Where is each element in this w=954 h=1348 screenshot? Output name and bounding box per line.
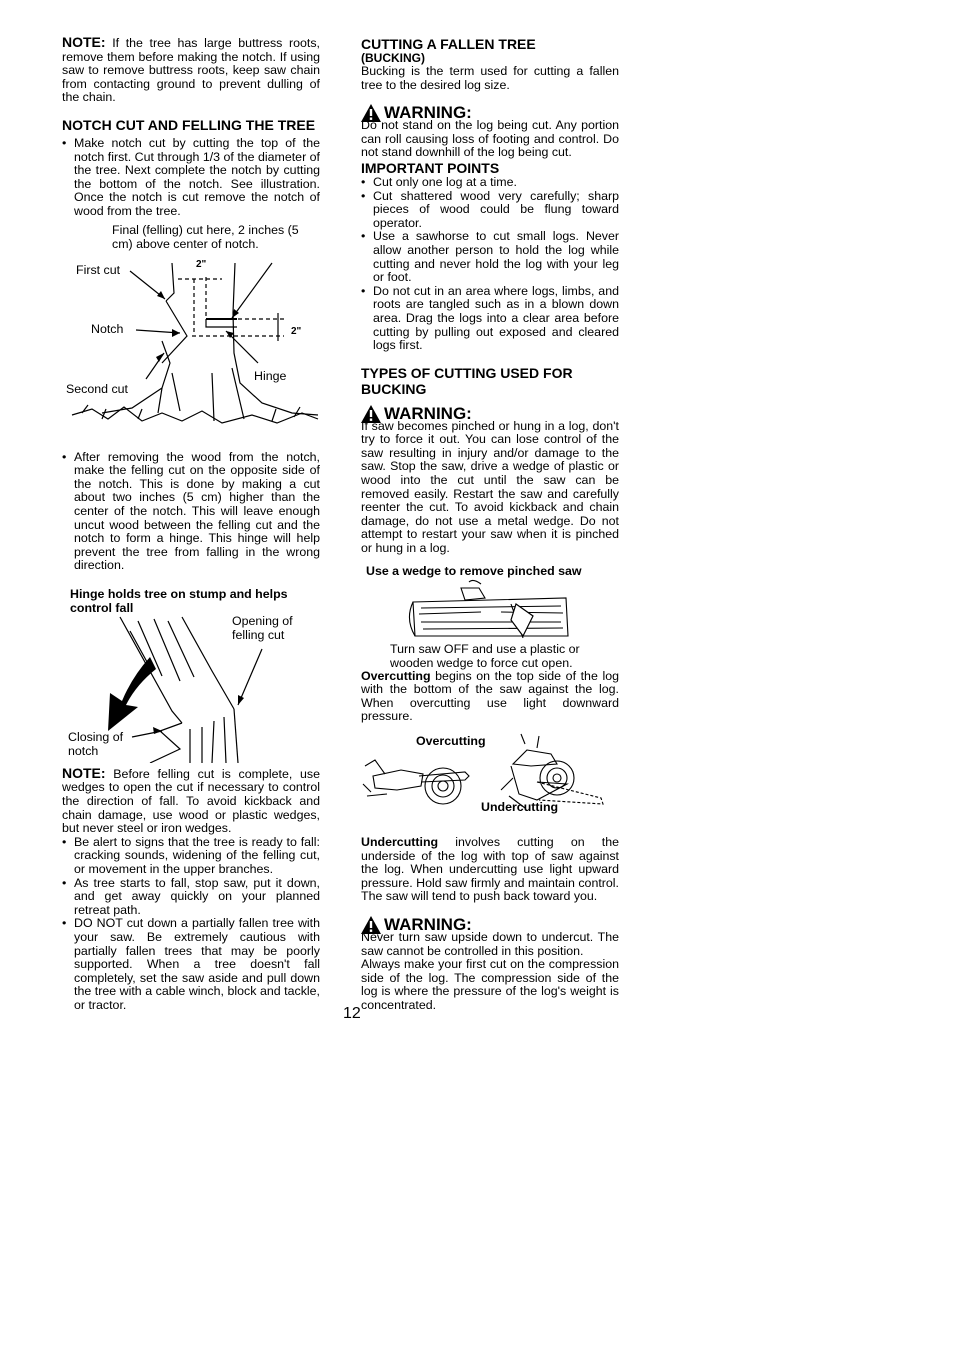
cutting-methods-illustration: [361, 730, 619, 834]
note-label: NOTE:: [62, 34, 106, 50]
warning-label: WARNING:: [384, 915, 472, 935]
second-cut-label: Second cut: [66, 381, 128, 396]
compression-side-text: Always make your first cut on the compression side of the log. The compression side of the log is where the pressure of the log's weight is concentrated.: [361, 957, 619, 1012]
note-buttress-roots: [62, 36, 320, 105]
warning-text-1: Do not stand on the log being cut. Any portion can roll causing loss of footing and control. Do not stand downhill of the log being cut.: [361, 118, 619, 160]
note2-text: Before felling cut is complete, use wedges to open the cut if necessary to control the direction of fall. To avoid kickback and chain damage, use wood or plastic wedges, but never steel or iron wedges.: [62, 766, 320, 836]
list-item: • Use a sawhorse to cut small logs. Never allow another person to hold the log while cutting and never hold the log with your leg or foot.: [361, 230, 619, 284]
overcutting-term: Overcutting: [361, 668, 431, 683]
note2-label: NOTE:: [62, 764, 106, 781]
warning-text-3: Never turn saw upside down to undercut. The saw cannot be controlled in this position.: [361, 929, 619, 958]
overcutting-paragraph: [361, 670, 619, 724]
list-item: • Be alert to signs that the tree is ready to fall: cracking sounds, widening of the felling cut, or movement in the upper branches.: [62, 836, 320, 877]
fallen-tree-heading: CUTTING A FALLEN TREE: [361, 36, 536, 52]
wedge-diagram: [361, 562, 619, 668]
wedge-illustration: [361, 578, 619, 642]
wedge-caption: Use a wedge to remove pinched saw: [366, 563, 582, 578]
fig-undercutting-label: Undercutting: [481, 800, 559, 814]
notch-heading: NOTCH CUT AND FELLING THE TREE: [62, 116, 316, 133]
list-item: • Cut shattered wood very carefully; sharp pieces of wood could be flung toward operator.: [361, 190, 619, 231]
dim-side-label: 2": [291, 325, 302, 337]
cutting-methods-diagram: [361, 730, 619, 834]
undercutting-paragraph: [361, 836, 619, 904]
notch-label: Notch: [91, 321, 124, 336]
final-cut-label: Final (felling) cut here, 2 inches (5 cm) above center of notch.: [112, 222, 299, 251]
hinge-illustration: [62, 581, 320, 763]
felling-cut-bullet: • After removing the wood from the notch, make the felling cut on the opposite side of the notch. This is done by making a cut about two inches (5 cm) higher than the center of the notch. This will leave enough uncut wood between the felling cut and the notch to form a hinge. This hinge will help prevent the tree from falling in the wrong direction.: [62, 451, 320, 573]
first-cut-label: First cut: [76, 262, 121, 277]
hinge-caption: Hinge holds tree on stump and helps control fall: [70, 586, 288, 615]
warning-label: WARNING:: [384, 103, 472, 123]
notch-illustration: [62, 223, 320, 447]
types-cutting-heading: TYPES OF CUTTING USED FOR BUCKING: [361, 364, 573, 397]
wedge-note: Turn saw OFF and use a plastic or wooden wedge to force cut open.: [390, 641, 580, 670]
page-number: 12: [343, 1005, 361, 1022]
hinge-diagram: [62, 581, 320, 763]
left-column: [62, 36, 320, 1013]
list-item: • As tree starts to fall, stop saw, put it down, and get away quickly on your planned retreat path.: [62, 877, 320, 918]
warning-label: WARNING:: [384, 403, 472, 423]
warning-text-2: If saw becomes pinched or hung in a log, don't try to force it out. You can lose control of the saw resulting in injury and/or damage to the saw. Stop the saw, drive a wedge of plastic or wood into the cut until the saw can be removed easily. Restart the saw and carefully reenter the cut. To avoid kickback and chain damage, do not use a metal wedge. Do not attempt to restart your saw when it is pinched or hung in a log.: [361, 418, 619, 556]
note-text: If the tree has large buttress roots, remove them before making the notch. If using saw to remove buttress roots, keep saw chain from contacting ground to prevent dulling of the chain.: [62, 36, 320, 105]
hinge-label: Hinge: [254, 368, 287, 383]
list-item: • DO NOT cut down a partially fallen tree with your saw. Be extremely cautious with partially fallen trees that may be poorly supported. When a tree doesn't fall completely, set the saw aside and pull down the tree with a cable winch, block and tackle, or tractor.: [62, 917, 320, 1012]
fig-overcutting-label: Overcutting: [416, 734, 486, 748]
closing-label: Closing of notch: [68, 729, 124, 758]
list-item: • Do not cut in an area where logs, limbs, and roots are tangled such as in a blown down area. Drag the logs into a clear area before cutting by pulling out exposed and cleared logs first.: [361, 285, 619, 353]
important-points-heading: IMPORTANT POINTS: [361, 159, 500, 176]
undercutting-term: Undercutting: [361, 835, 439, 849]
overcutting-text: begins on the top side of the log with the bottom of the saw against the log. When overcutting use light downward pressure.: [361, 668, 619, 724]
notch-diagram: [62, 223, 320, 447]
bucking-subheading: (BUCKING): [361, 51, 425, 65]
note-wedges: [62, 764, 320, 836]
dim-top-label: 2": [196, 258, 207, 270]
list-item: • Cut only one log at a time.: [361, 176, 619, 190]
bucking-definition: Bucking is the term used for cutting a fallen tree to the desired log size.: [361, 64, 619, 92]
opening-label: Opening of felling cut: [232, 613, 293, 642]
undercutting-text: involves cutting on the underside of the log with top of saw against the log. When undercutting use light upward pressure. Hold saw firmly and maintain control. The saw will tend to push back toward you.: [361, 835, 619, 904]
notch-bullet: • Make notch cut by cutting the top of the notch first. Cut through 1/3 of the diameter of the tree. Next complete the notch by cutting the bottom of the notch. See illustration. Once the notch is cut remove the notch of wood from the tree.: [62, 137, 320, 219]
right-column: [361, 36, 619, 1013]
